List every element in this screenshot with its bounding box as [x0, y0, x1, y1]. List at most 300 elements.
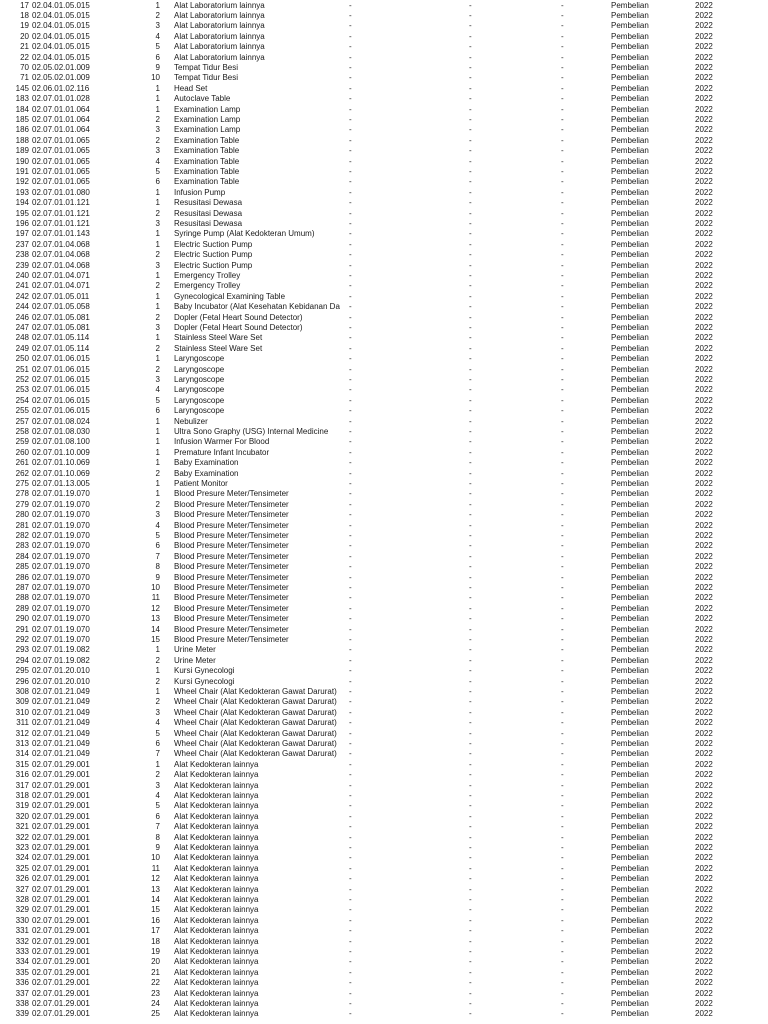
acquisition-method: Pembelian — [611, 322, 649, 332]
asset-name: Blood Presure Meter/Tensimeter — [174, 530, 289, 540]
register-number: 5 — [155, 166, 160, 176]
acquisition-year: 2022 — [695, 905, 713, 915]
table-row — [0, 978, 768, 988]
asset-name: Examination Lamp — [174, 125, 241, 135]
dash-column-3: - — [561, 198, 564, 208]
asset-code: 02.07.01.20.010 — [32, 666, 90, 676]
dash-column-2: - — [469, 905, 472, 915]
table-row — [0, 947, 768, 957]
asset-name: Baby Examination — [174, 468, 239, 478]
dash-column-2: - — [469, 374, 472, 384]
acquisition-method: Pembelian — [611, 489, 649, 499]
dash-column-3: - — [561, 281, 564, 291]
register-number: 8 — [155, 562, 160, 572]
row-number: 289 — [15, 603, 29, 613]
dash-column-1: - — [349, 936, 352, 946]
asset-code: 02.07.01.19.070 — [32, 520, 90, 530]
dash-column-1: - — [349, 447, 352, 457]
acquisition-method: Pembelian — [611, 822, 649, 832]
asset-code: 02.07.01.21.049 — [32, 697, 90, 707]
acquisition-method: Pembelian — [611, 770, 649, 780]
dash-column-1: - — [349, 946, 352, 956]
acquisition-method: Pembelian — [611, 697, 649, 707]
row-number: 193 — [15, 187, 29, 197]
dash-column-1: - — [349, 645, 352, 655]
dash-column-1: - — [349, 499, 352, 509]
dash-column-1: - — [349, 811, 352, 821]
dash-column-3: - — [561, 437, 564, 447]
table-row — [0, 1, 768, 11]
asset-code: 02.04.01.05.015 — [32, 52, 90, 62]
table-row — [0, 957, 768, 967]
table-row — [0, 791, 768, 801]
dash-column-3: - — [561, 426, 564, 436]
dash-column-3: - — [561, 31, 564, 41]
asset-name: Laryngoscope — [174, 385, 225, 395]
register-number: 7 — [155, 749, 160, 759]
asset-name: Alat Kedokteran lainnya — [174, 988, 259, 998]
dash-column-1: - — [349, 62, 352, 72]
acquisition-year: 2022 — [695, 166, 713, 176]
acquisition-year: 2022 — [695, 874, 713, 884]
asset-code: 02.07.01.29.001 — [32, 780, 90, 790]
asset-name: Wheel Chair (Alat Kedokteran Gawat Darurat) — [174, 728, 337, 738]
register-number: 16 — [151, 915, 160, 925]
dash-column-3: - — [561, 478, 564, 488]
dash-column-1: - — [349, 177, 352, 187]
register-number: 12 — [151, 603, 160, 613]
dash-column-3: - — [561, 749, 564, 759]
row-number: 188 — [15, 135, 29, 145]
dash-column-3: - — [561, 832, 564, 842]
acquisition-year: 2022 — [695, 42, 713, 52]
dash-column-1: - — [349, 593, 352, 603]
asset-name: Stainless Steel Ware Set — [174, 343, 263, 353]
dash-column-1: - — [349, 312, 352, 322]
asset-name: Examination Lamp — [174, 104, 241, 114]
acquisition-method: Pembelian — [611, 593, 649, 603]
acquisition-method: Pembelian — [611, 655, 649, 665]
table-row — [0, 781, 768, 791]
row-number: 286 — [15, 572, 29, 582]
table-row — [0, 635, 768, 645]
register-number: 6 — [155, 406, 160, 416]
row-number: 21 — [20, 42, 29, 52]
dash-column-1: - — [349, 229, 352, 239]
acquisition-year: 2022 — [695, 842, 713, 852]
row-number: 183 — [15, 94, 29, 104]
acquisition-year: 2022 — [695, 666, 713, 676]
dash-column-1: - — [349, 790, 352, 800]
asset-name: Alat Kedokteran lainnya — [174, 946, 259, 956]
dash-column-2: - — [469, 749, 472, 759]
dash-column-2: - — [469, 104, 472, 114]
dash-column-3: - — [561, 676, 564, 686]
acquisition-method: Pembelian — [611, 333, 649, 343]
dash-column-3: - — [561, 811, 564, 821]
dash-column-1: - — [349, 468, 352, 478]
asset-name: Alat Laboratorium lainnya — [174, 31, 265, 41]
acquisition-year: 2022 — [695, 31, 713, 41]
dash-column-1: - — [349, 978, 352, 988]
row-number: 314 — [15, 749, 29, 759]
acquisition-year: 2022 — [695, 416, 713, 426]
acquisition-year: 2022 — [695, 822, 713, 832]
asset-name: Alat Kedokteran lainnya — [174, 790, 259, 800]
asset-code: 02.07.01.01.065 — [32, 156, 90, 166]
asset-code: 02.07.01.13.005 — [32, 478, 90, 488]
register-number: 4 — [155, 385, 160, 395]
dash-column-2: - — [469, 322, 472, 332]
asset-code: 02.07.01.19.070 — [32, 603, 90, 613]
row-number: 290 — [15, 614, 29, 624]
asset-name: Alat Kedokteran lainnya — [174, 863, 259, 873]
register-number: 1 — [155, 198, 160, 208]
row-number: 333 — [15, 946, 29, 956]
table-row — [0, 562, 768, 572]
dash-column-1: - — [349, 406, 352, 416]
table-row — [0, 375, 768, 385]
table-row — [0, 812, 768, 822]
acquisition-year: 2022 — [695, 582, 713, 592]
register-number: 3 — [155, 125, 160, 135]
register-number: 2 — [155, 208, 160, 218]
dash-column-2: - — [469, 718, 472, 728]
dash-column-1: - — [349, 291, 352, 301]
table-row — [0, 531, 768, 541]
asset-code: 02.07.01.19.070 — [32, 499, 90, 509]
asset-code: 02.07.01.29.001 — [32, 967, 90, 977]
acquisition-method: Pembelian — [611, 582, 649, 592]
register-number: 4 — [155, 520, 160, 530]
table-row — [0, 73, 768, 83]
dash-column-3: - — [561, 83, 564, 93]
asset-name: Alat Laboratorium lainnya — [174, 42, 265, 52]
register-number: 11 — [151, 863, 160, 873]
asset-name: Emergency Trolley — [174, 281, 241, 291]
dash-column-2: - — [469, 114, 472, 124]
asset-name: Blood Presure Meter/Tensimeter — [174, 510, 289, 520]
acquisition-year: 2022 — [695, 562, 713, 572]
acquisition-year: 2022 — [695, 614, 713, 624]
row-number: 339 — [15, 1009, 29, 1019]
dash-column-2: - — [469, 499, 472, 509]
table-row — [0, 760, 768, 770]
acquisition-year: 2022 — [695, 946, 713, 956]
asset-code: 02.07.01.29.001 — [32, 998, 90, 1008]
table-row — [0, 843, 768, 853]
asset-code: 02.07.01.01.064 — [32, 104, 90, 114]
row-number: 262 — [15, 468, 29, 478]
asset-name: Alat Kedokteran lainnya — [174, 759, 259, 769]
row-number: 334 — [15, 957, 29, 967]
dash-column-3: - — [561, 998, 564, 1008]
dash-column-3: - — [561, 364, 564, 374]
row-number: 253 — [15, 385, 29, 395]
acquisition-method: Pembelian — [611, 728, 649, 738]
acquisition-method: Pembelian — [611, 447, 649, 457]
dash-column-2: - — [469, 770, 472, 780]
dash-column-1: - — [349, 198, 352, 208]
register-number: 11 — [151, 593, 160, 603]
asset-name: Head Set — [174, 83, 208, 93]
dash-column-1: - — [349, 884, 352, 894]
dash-column-1: - — [349, 1009, 352, 1019]
asset-code: 02.07.01.21.049 — [32, 686, 90, 696]
dash-column-2: - — [469, 250, 472, 260]
asset-name: Examination Table — [174, 156, 240, 166]
acquisition-year: 2022 — [695, 198, 713, 208]
acquisition-method: Pembelian — [611, 759, 649, 769]
acquisition-year: 2022 — [695, 73, 713, 83]
dash-column-3: - — [561, 94, 564, 104]
dash-column-2: - — [469, 73, 472, 83]
register-number: 1 — [155, 416, 160, 426]
asset-code: 02.06.01.02.116 — [32, 83, 90, 93]
dash-column-3: - — [561, 582, 564, 592]
acquisition-method: Pembelian — [611, 42, 649, 52]
table-row — [0, 167, 768, 177]
register-number: 1 — [155, 489, 160, 499]
acquisition-method: Pembelian — [611, 229, 649, 239]
acquisition-method: Pembelian — [611, 718, 649, 728]
acquisition-year: 2022 — [695, 707, 713, 717]
dash-column-1: - — [349, 42, 352, 52]
asset-name: Wheel Chair (Alat Kedokteran Gawat Darurat) — [174, 718, 337, 728]
register-number: 25 — [151, 1009, 160, 1019]
dash-column-1: - — [349, 114, 352, 124]
asset-name: Alat Kedokteran lainnya — [174, 811, 259, 821]
register-number: 1 — [155, 478, 160, 488]
dash-column-2: - — [469, 697, 472, 707]
acquisition-method: Pembelian — [611, 541, 649, 551]
row-number: 197 — [15, 229, 29, 239]
asset-code: 02.07.01.21.049 — [32, 707, 90, 717]
acquisition-year: 2022 — [695, 10, 713, 20]
table-row — [0, 926, 768, 936]
dash-column-1: - — [349, 135, 352, 145]
dash-column-1: - — [349, 520, 352, 530]
dash-column-2: - — [469, 967, 472, 977]
row-number: 196 — [15, 218, 29, 228]
register-number: 3 — [155, 218, 160, 228]
row-number: 249 — [15, 343, 29, 353]
asset-name: Electric Suction Pump — [174, 250, 253, 260]
row-number: 186 — [15, 125, 29, 135]
dash-column-3: - — [561, 967, 564, 977]
row-number: 251 — [15, 364, 29, 374]
row-number: 332 — [15, 936, 29, 946]
acquisition-year: 2022 — [695, 208, 713, 218]
row-number: 279 — [15, 499, 29, 509]
dash-column-1: - — [349, 572, 352, 582]
table-row — [0, 479, 768, 489]
dash-column-1: - — [349, 104, 352, 114]
register-number: 18 — [151, 936, 160, 946]
asset-name: Blood Presure Meter/Tensimeter — [174, 520, 289, 530]
asset-code: 02.07.01.19.070 — [32, 582, 90, 592]
asset-code: 02.07.01.29.001 — [32, 759, 90, 769]
acquisition-method: Pembelian — [611, 707, 649, 717]
asset-code: 02.07.01.08.030 — [32, 426, 90, 436]
asset-name: Alat Kedokteran lainnya — [174, 915, 259, 925]
table-row — [0, 354, 768, 364]
acquisition-year: 2022 — [695, 697, 713, 707]
table-row — [0, 656, 768, 666]
acquisition-year: 2022 — [695, 915, 713, 925]
table-row — [0, 271, 768, 281]
asset-name: Laryngoscope — [174, 406, 225, 416]
asset-code: 02.07.01.29.001 — [32, 905, 90, 915]
asset-name: Infusion Warmer For Blood — [174, 437, 270, 447]
asset-name: Examination Table — [174, 146, 240, 156]
dash-column-1: - — [349, 426, 352, 436]
register-number: 1 — [155, 104, 160, 114]
register-number: 3 — [155, 780, 160, 790]
dash-column-3: - — [561, 915, 564, 925]
register-number: 9 — [155, 842, 160, 852]
asset-name: Alat Kedokteran lainnya — [174, 905, 259, 915]
dash-column-1: - — [349, 322, 352, 332]
acquisition-year: 2022 — [695, 406, 713, 416]
register-number: 4 — [155, 31, 160, 41]
register-number: 6 — [155, 177, 160, 187]
acquisition-method: Pembelian — [611, 510, 649, 520]
acquisition-year: 2022 — [695, 718, 713, 728]
dash-column-3: - — [561, 416, 564, 426]
table-row — [0, 177, 768, 187]
asset-code: 02.07.01.05.058 — [32, 302, 90, 312]
dash-column-1: - — [349, 333, 352, 343]
row-number: 326 — [15, 874, 29, 884]
row-number: 315 — [15, 759, 29, 769]
row-number: 282 — [15, 530, 29, 540]
table-row — [0, 541, 768, 551]
acquisition-method: Pembelian — [611, 780, 649, 790]
asset-code: 02.07.01.29.001 — [32, 957, 90, 967]
dash-column-2: - — [469, 302, 472, 312]
row-number: 325 — [15, 863, 29, 873]
acquisition-method: Pembelian — [611, 790, 649, 800]
dash-column-1: - — [349, 395, 352, 405]
acquisition-year: 2022 — [695, 832, 713, 842]
register-number: 1 — [155, 447, 160, 457]
dash-column-3: - — [561, 562, 564, 572]
asset-code: 02.04.01.05.015 — [32, 0, 90, 10]
dash-column-3: - — [561, 468, 564, 478]
register-number: 2 — [155, 676, 160, 686]
asset-name: Kursi Gynecologi — [174, 676, 235, 686]
asset-name: Baby Incubator (Alat Kesehatan Kebidanan Da — [174, 302, 340, 312]
asset-name: Laryngoscope — [174, 354, 225, 364]
asset-code: 02.07.01.29.001 — [32, 832, 90, 842]
row-number: 316 — [15, 770, 29, 780]
dash-column-2: - — [469, 146, 472, 156]
dash-column-1: - — [349, 759, 352, 769]
row-number: 320 — [15, 811, 29, 821]
asset-name: Blood Presure Meter/Tensimeter — [174, 634, 289, 644]
register-number: 1 — [155, 239, 160, 249]
register-number: 1 — [155, 83, 160, 93]
acquisition-method: Pembelian — [611, 426, 649, 436]
table-row — [0, 833, 768, 843]
register-number: 14 — [151, 624, 160, 634]
dash-column-1: - — [349, 73, 352, 83]
dash-column-1: - — [349, 530, 352, 540]
acquisition-year: 2022 — [695, 447, 713, 457]
acquisition-year: 2022 — [695, 624, 713, 634]
acquisition-year: 2022 — [695, 354, 713, 364]
table-row — [0, 188, 768, 198]
asset-code: 02.07.01.04.068 — [32, 260, 90, 270]
dash-column-3: - — [561, 208, 564, 218]
dash-column-1: - — [349, 749, 352, 759]
acquisition-year: 2022 — [695, 270, 713, 280]
dash-column-1: - — [349, 166, 352, 176]
dash-column-1: - — [349, 458, 352, 468]
dash-column-3: - — [561, 884, 564, 894]
asset-code: 02.07.01.29.001 — [32, 936, 90, 946]
asset-name: Alat Kedokteran lainnya — [174, 842, 259, 852]
register-number: 1 — [155, 426, 160, 436]
register-number: 10 — [151, 853, 160, 863]
table-row — [0, 469, 768, 479]
asset-name: Infusion Pump — [174, 187, 226, 197]
acquisition-year: 2022 — [695, 655, 713, 665]
asset-code: 02.07.01.19.070 — [32, 510, 90, 520]
acquisition-year: 2022 — [695, 333, 713, 343]
table-row — [0, 687, 768, 697]
asset-name: Alat Kedokteran lainnya — [174, 822, 259, 832]
dash-column-2: - — [469, 530, 472, 540]
dash-column-1: - — [349, 842, 352, 852]
acquisition-year: 2022 — [695, 957, 713, 967]
dash-column-2: - — [469, 728, 472, 738]
row-number: 294 — [15, 655, 29, 665]
register-number: 3 — [155, 21, 160, 31]
row-number: 313 — [15, 738, 29, 748]
table-row — [0, 157, 768, 167]
asset-code: 02.07.01.29.001 — [32, 926, 90, 936]
table-row — [0, 32, 768, 42]
asset-code: 02.07.01.06.015 — [32, 354, 90, 364]
row-number: 295 — [15, 666, 29, 676]
dash-column-2: - — [469, 489, 472, 499]
dash-column-1: - — [349, 915, 352, 925]
acquisition-year: 2022 — [695, 738, 713, 748]
register-number: 3 — [155, 707, 160, 717]
table-row — [0, 604, 768, 614]
dash-column-3: - — [561, 894, 564, 904]
acquisition-method: Pembelian — [611, 52, 649, 62]
row-number: 20 — [20, 31, 29, 41]
acquisition-method: Pembelian — [611, 988, 649, 998]
acquisition-year: 2022 — [695, 894, 713, 904]
register-number: 22 — [151, 978, 160, 988]
row-number: 145 — [15, 83, 29, 93]
asset-code: 02.07.01.06.015 — [32, 406, 90, 416]
row-number: 260 — [15, 447, 29, 457]
asset-code: 02.07.01.29.001 — [32, 1009, 90, 1019]
acquisition-year: 2022 — [695, 260, 713, 270]
acquisition-year: 2022 — [695, 978, 713, 988]
row-number: 317 — [15, 780, 29, 790]
acquisition-year: 2022 — [695, 0, 713, 10]
dash-column-1: - — [349, 718, 352, 728]
asset-code: 02.07.01.10.069 — [32, 468, 90, 478]
asset-name: Alat Kedokteran lainnya — [174, 884, 259, 894]
acquisition-year: 2022 — [695, 218, 713, 228]
